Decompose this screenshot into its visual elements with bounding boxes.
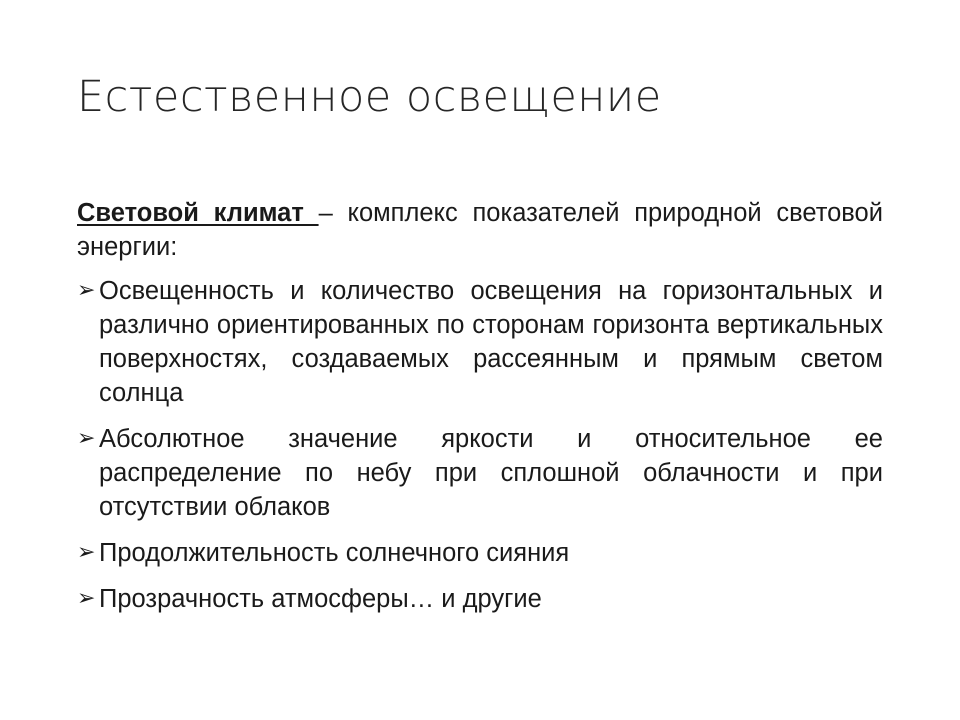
term-definition: – комплекс показателей природной световой энергии: xyxy=(77,199,883,261)
bullet-item xyxy=(77,536,883,570)
intro-paragraph xyxy=(77,196,883,264)
bullet-item xyxy=(77,582,883,616)
slide-content xyxy=(77,196,883,628)
slide-title: Естественное освещение xyxy=(77,72,662,122)
arrow-bullet-icon: ➢ xyxy=(77,426,96,451)
arrow-bullet-icon: ➢ xyxy=(77,540,96,565)
bullet-text: Освещенность и количество освещения на горизонтальных и различно ориентированных по сторонам горизонта вертикальных поверхностях, создаваемых рассеянным и прямым светом солнца xyxy=(99,277,883,407)
bullet-list xyxy=(77,274,883,616)
bullet-text: Абсолютное значение яркости и относительное ее распределение по небу при сплошной облачности и при отсутствии облаков xyxy=(99,425,883,521)
bullet-text: Продолжительность солнечного сияния xyxy=(99,539,570,567)
defined-term: Световой климат xyxy=(77,199,319,227)
bullet-item xyxy=(77,274,883,410)
bullet-item xyxy=(77,422,883,524)
arrow-bullet-icon: ➢ xyxy=(77,278,96,303)
bullet-text: Прозрачность атмосферы… и другие xyxy=(99,585,542,613)
arrow-bullet-icon: ➢ xyxy=(77,586,96,611)
